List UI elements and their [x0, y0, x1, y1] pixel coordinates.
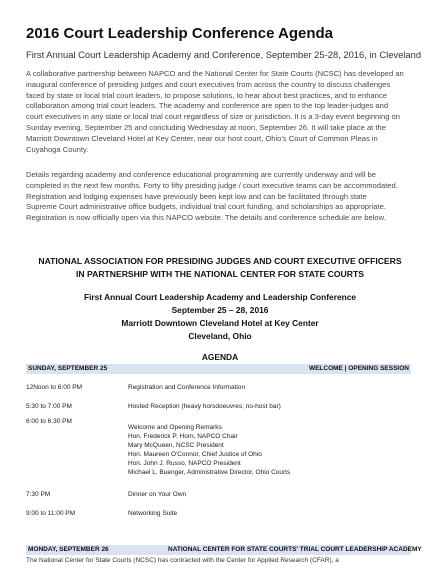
intro-line: Sunday evening, September 25 and concluding Wednesday at noon, September 26. It will take place at the — [26, 122, 386, 132]
schedule-description — [128, 509, 177, 518]
intro-line: Marriott Downtown Cleveland Hotel at Key Center, near our host court, Ohio's Court of Common Pleas in — [26, 133, 378, 143]
day-header-sunday — [26, 364, 411, 374]
schedule-description — [128, 423, 290, 477]
day-label: MONDAY, SEPTEMBER 26 — [28, 546, 109, 553]
schedule-line: Dinner on Your Own — [128, 491, 187, 498]
schedule-line: Hon. John J. Russo, NAPCO President — [128, 460, 241, 467]
schedule-line: Networking Suite — [128, 510, 178, 517]
schedule-line: Hosted Reception (heavy horsdoeuvres; no-host bar) — [128, 403, 281, 410]
day-header-monday — [26, 545, 422, 555]
schedule-time: 9:00 to 11:00 PM — [26, 510, 76, 517]
schedule-line: Hon. Maureen O'Connor, Chief Justice of Ohio — [128, 451, 262, 458]
schedule-time: 5:30 to 7:00 PM — [26, 403, 72, 410]
monday-description: The National Center for State Courts (NCSC) has contracted with the Center for Applied Research (CFAR), a — [26, 557, 339, 564]
schedule-description — [128, 383, 245, 392]
session-label: WELCOME | OPENING SESSION — [308, 365, 409, 372]
conference-dates: September 25 – 28, 2016 — [171, 305, 269, 315]
intro-line: Cuyahoga County. — [26, 144, 89, 154]
schedule-line: Michael L. Buenger, Administrative Director, Ohio Courts — [128, 469, 291, 476]
schedule-description — [128, 490, 186, 499]
intro-line: collaboration among trial court leaders. The academy and conference are open to the top leader-judges and — [26, 101, 389, 111]
day-label: SUNDAY, SEPTEMBER 25 — [28, 365, 108, 372]
intro-line: A collaborative partnership between NAPCO and the National Center for State Courts (NCSC) has developed an — [26, 69, 404, 78]
details-line: Details regarding academy and conference educational programming are currently underway and will be — [26, 170, 376, 179]
details-line: completed in the next few months. Forty to fifty presiding judge / court executive teams can be accommodated. — [26, 180, 398, 190]
schedule-line: Registration and Conference Information — [128, 384, 246, 391]
schedule-description — [128, 402, 281, 411]
intro-line: court executives in any state or local trial court regardless of size or jurisdiction. It is a 3-day event beginning on — [26, 112, 400, 122]
intro-paragraph — [26, 69, 418, 155]
schedule-time: 7:30 PM — [26, 491, 51, 498]
details-line: Registration and lodging expenses have previously been kept low and can be facilitated through state — [26, 191, 367, 201]
org-line: IN PARTNERSHIP WITH THE NATIONAL CENTER FOR STATE COURTS — [76, 269, 364, 279]
details-paragraph — [26, 170, 418, 224]
schedule-line: Mary McQueen, NCSC President — [128, 442, 224, 449]
page-subtitle: First Annual Court Leadership Academy and Conference, September 25-28, 2016, in Cleveland — [26, 49, 422, 60]
schedule-line: Welcome and Opening Remarks — [128, 424, 222, 431]
conference-venue: Marriott Downtown Cleveland Hotel at Key Center — [121, 318, 319, 328]
conference-name: First Annual Court Leadership Academy and Leadership Conference — [83, 292, 357, 302]
details-line: Supreme Court administrative office budgets, individual trial court funding, and scholarships as appropriate. — [26, 202, 386, 212]
org-line: NATIONAL ASSOCIATION FOR PRESIDING JUDGES AND COURT EXECUTIVE OFFICERS — [38, 256, 402, 266]
schedule-time: 6:00 to 6:30 PM — [26, 418, 72, 425]
intro-line: inaugural conference of presiding judges and court executives from across the country to discuss challenges — [26, 79, 391, 89]
intro-line: faced by state or local trial court leaders, to propose solutions, to hear about best practices, and to enhance — [26, 90, 387, 100]
agenda-heading: AGENDA — [201, 352, 239, 362]
schedule-time: 12Noon to 6:00 PM — [26, 384, 83, 391]
session-label: NATIONAL CENTER FOR STATE COURTS' TRIAL COURT LEADERSHIP ACADEMY — [168, 546, 422, 553]
details-line: Registration is now officially open via this NAPCO website. The details and conference schedule are below. — [26, 213, 386, 223]
conference-heading — [20, 291, 420, 343]
conference-city: Cleveland, Ohio — [188, 331, 252, 341]
page-title: 2016 Court Leadership Conference Agenda — [26, 25, 334, 42]
organization-heading — [20, 255, 420, 281]
schedule-line: Hon. Frederick P. Horn, NAPCO Chair — [128, 433, 238, 440]
